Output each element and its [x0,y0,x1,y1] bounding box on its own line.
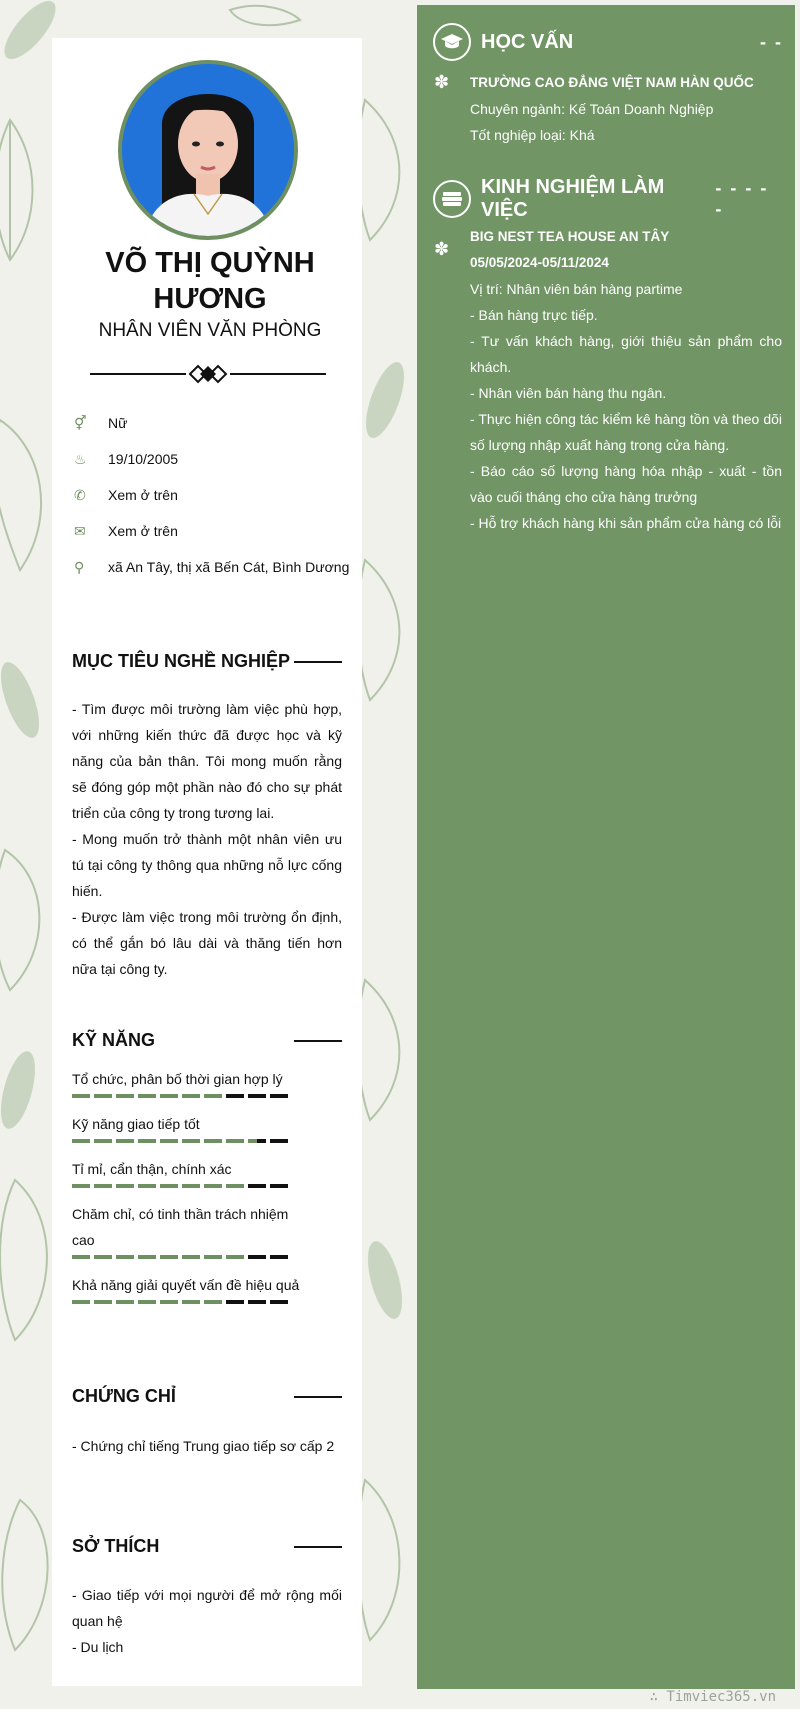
birthday-text: 19/10/2005 [108,451,179,467]
education-title: HỌC VẤN [481,30,574,53]
skill-segment [138,1255,156,1259]
phone-icon: ✆ [74,487,86,503]
skill-bar [72,1139,302,1143]
skill-bar [72,1300,302,1304]
skill-name: Kỹ năng giao tiếp tốt [72,1116,200,1132]
phone-text: Xem ở trên [108,487,178,503]
info-address [72,554,352,580]
heading-line [294,661,342,663]
job-position: NHÂN VIÊN VĂN PHÒNG [98,320,322,341]
skill-segment [270,1255,288,1259]
skill-segment [182,1094,200,1098]
skill-segment [138,1300,156,1304]
skill-segment [94,1139,112,1143]
experience-block [470,224,782,536]
skill-item [72,1111,302,1143]
graduation-cap-icon [433,23,471,61]
skill-segment [94,1094,112,1098]
skill-segment [94,1184,112,1188]
info-phone [72,482,352,508]
clover-icon: ✽ [434,72,450,92]
info-gender [72,410,352,436]
skill-segment [72,1300,90,1304]
skill-segment [182,1300,200,1304]
skill-segment [248,1300,266,1304]
objective-title: MỤC TIÊU NGHỀ NGHIỆP [72,651,291,671]
skill-name: Chăm chỉ, có tinh thần trách nhiệm cao [72,1206,289,1248]
experience-heading [433,176,783,222]
experience-line: - Báo cáo số lượng hàng hóa nhập - xuất - tồn vào cuối tháng cho cửa hàng trưởng [470,463,782,505]
heading-line [294,1040,342,1042]
skill-segment [160,1255,178,1259]
skill-segment [182,1255,200,1259]
experience-line: - Nhân viên bán hàng thu ngân. [470,385,667,401]
info-email [72,518,352,544]
education-major: Chuyên ngành: Kế Toán Doanh Nghiệp [470,101,714,117]
school-name: TRƯỜNG CAO ĐẲNG VIỆT NAM HÀN QUỐC [470,75,754,90]
experience-line: - Thực hiện công tác kiểm kê hàng tồn và theo dõi số lượng nhập xuất hàng trong cửa hàng. [470,411,782,453]
skill-name: Tỉ mỉ, cẩn thận, chính xác [72,1161,232,1177]
skill-segment [116,1300,134,1304]
skill-segment [270,1184,288,1188]
skill-segment [116,1094,134,1098]
skill-segment [116,1139,134,1143]
heading-dashes: - - - - - [715,178,769,219]
skill-segment [204,1094,222,1098]
skill-segment [248,1139,266,1143]
heading-dashes: - - [760,31,783,52]
skill-segment [270,1300,288,1304]
address-text: xã An Tây, thị xã Bến Cát, Bình Dương [108,559,350,575]
objective-text [72,696,342,982]
skill-item [72,1272,302,1304]
avatar [118,60,298,240]
skill-segment [182,1139,200,1143]
skill-segment [160,1094,178,1098]
birthday-cake-icon: ♨ [74,451,87,467]
objective-paragraph: - Mong muốn trở thành một nhân viên ưu tú tại công ty thông qua những nỗ lực cống hiến. [72,831,342,899]
skill-segment [160,1300,178,1304]
skill-segment [94,1255,112,1259]
skill-segment [94,1300,112,1304]
skill-item [72,1066,302,1098]
heading-line [294,1396,342,1398]
skill-segment [182,1184,200,1188]
hobby-item: - Du lịch [72,1639,124,1655]
skill-segment [204,1184,222,1188]
education-grade: Tốt nghiệp loại: Khá [470,127,595,143]
skill-bar [72,1094,302,1098]
skill-name: Tổ chức, phân bố thời gian hợp lý [72,1071,283,1087]
name-divider [90,362,326,386]
hobbies-heading [72,1536,342,1557]
experience-title: KINH NGHIỆM LÀM VIỆC [481,176,665,221]
skill-bar [72,1184,302,1188]
skill-segment [204,1300,222,1304]
skill-segment [138,1184,156,1188]
objective-paragraph: - Tìm được môi trường làm việc phù hợp, với những kiến thức đã được học và kỹ năng của bản thân. Tôi mong muốn rằng sẽ đóng góp một phần nào đó cho sự phát triển của công ty trong tương lai. [72,701,342,821]
skill-segment [270,1094,288,1098]
skill-name: Khả năng giải quyết vấn đề hiệu quả [72,1277,300,1293]
education-block [470,70,782,148]
skill-segment [72,1139,90,1143]
education-heading [433,23,783,61]
email-text: Xem ở trên [108,523,178,539]
skills-title: KỸ NĂNG [72,1030,156,1050]
skill-segment [248,1094,266,1098]
clover-icon: ✽ [434,239,450,259]
experience-line: - Tư vấn khách hàng, giới thiệu sản phẩm cho khách. [470,333,782,375]
work-period: 05/05/2024-05/11/2024 [470,255,609,270]
candidate-name: VÕ THỊ QUỲNH HƯƠNG [105,247,315,315]
experience-line: - Bán hàng trực tiếp. [470,307,598,323]
skill-segment [226,1094,244,1098]
certificates-heading [72,1386,342,1407]
hobby-item: - Giao tiếp với mọi người để mở rộng mối quan hệ [72,1587,342,1629]
email-icon: ✉ [74,523,86,539]
skill-segment [226,1300,244,1304]
skill-segment [248,1184,266,1188]
skill-segment [226,1139,244,1143]
books-icon [433,180,471,218]
skill-segment [72,1255,90,1259]
portrait-photo [122,64,294,236]
experience-line: - Hỗ trợ khách hàng khi sản phẩm cửa hàng có lỗi [470,515,782,531]
certificates-title: CHỨNG CHỈ [72,1386,176,1406]
skill-segment [72,1094,90,1098]
experience-line: Vị trí: Nhân viên bán hàng partime [470,281,683,297]
skill-segment [138,1139,156,1143]
heading-line [294,1546,342,1548]
skill-segment [226,1184,244,1188]
watermark: ∴ Timviec365.vn [649,1689,776,1705]
certificates-text: - Chứng chỉ tiếng Trung giao tiếp sơ cấp 2 [72,1438,335,1454]
objective-heading [72,651,342,672]
skill-segment [160,1139,178,1143]
skill-segment [248,1255,266,1259]
skill-segment [72,1184,90,1188]
skills-heading [72,1030,342,1051]
skill-segment [160,1184,178,1188]
skill-segment [204,1139,222,1143]
hobbies-text [72,1582,342,1660]
skill-item [72,1156,302,1188]
skill-bar [72,1255,302,1259]
skill-item [72,1201,302,1259]
hobbies-title: SỞ THÍCH [72,1536,160,1556]
objective-paragraph: - Được làm việc trong môi trường ổn định, có thể gắn bó lâu dài và thăng tiến hơn nữa tại công ty. [72,909,342,977]
gender-icon: ⚥ [74,415,87,431]
skill-segment [116,1184,134,1188]
skill-segment [270,1139,288,1143]
gender-text: Nữ [108,415,128,431]
skill-segment [226,1255,244,1259]
skill-segment [138,1094,156,1098]
skill-segment [204,1255,222,1259]
company-name: BIG NEST TEA HOUSE AN TÂY [470,229,670,244]
info-birthday [72,446,352,472]
skill-segment [116,1255,134,1259]
location-icon: ⚲ [74,559,85,575]
